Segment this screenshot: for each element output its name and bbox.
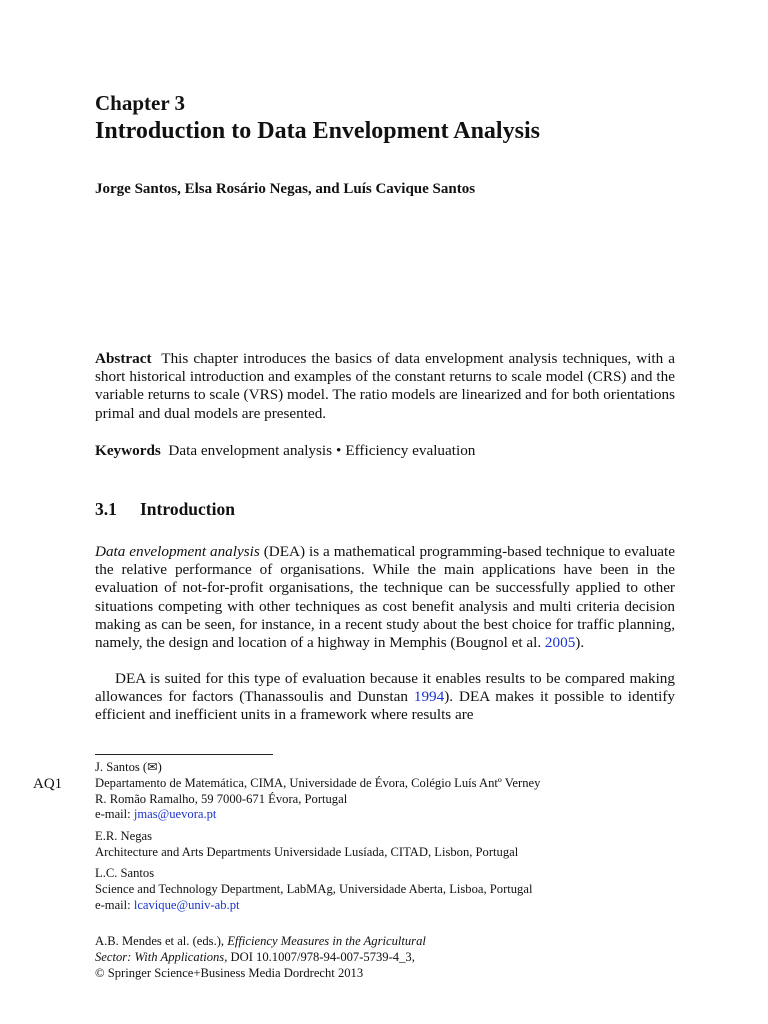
affiliation-line: E.R. Negas bbox=[95, 829, 153, 843]
section-title: Introduction bbox=[140, 499, 235, 519]
email-label: e-mail: bbox=[95, 807, 134, 822]
abstract-label: Abstract bbox=[95, 350, 152, 367]
section-heading bbox=[95, 498, 235, 520]
affiliation-email-line bbox=[95, 898, 532, 914]
keywords bbox=[95, 442, 475, 460]
affiliation-1 bbox=[95, 760, 540, 823]
author-query-marker: AQ1 bbox=[33, 776, 63, 792]
section-number: 3.1 bbox=[95, 499, 117, 519]
keywords-label: Keywords bbox=[95, 442, 161, 459]
book-line-1 bbox=[95, 934, 426, 950]
keyword-item: Efficiency evaluation bbox=[345, 442, 476, 459]
body-paragraph-1 bbox=[95, 543, 675, 652]
affiliation-line: J. Santos (✉) bbox=[95, 760, 162, 774]
affiliation-line: R. Romão Ramalho, 59 7000-671 Évora, Portugal bbox=[95, 791, 348, 806]
email-link[interactable]: lcavique@univ-ab.pt bbox=[133, 897, 240, 912]
affiliation-line: L.C. Santos bbox=[95, 866, 155, 880]
affiliation-2 bbox=[95, 829, 518, 861]
book-editors: A.B. Mendes et al. (eds.), bbox=[95, 934, 228, 948]
keyword-item: Data envelopment analysis bbox=[168, 442, 333, 459]
abstract-text: This chapter introduces the basics of data envelopment analysis techniques, with a short historical introduction and examples of the constant returns to scale model (CRS) and the variable returns to scale (VRS) model. The ratio models are linearized and for both orientations primal and dual models are presented. bbox=[95, 350, 675, 422]
email-link[interactable]: jmas@uevora.pt bbox=[133, 807, 217, 822]
affiliation-email-line bbox=[95, 807, 540, 823]
book-copyright: © Springer Science+Business Media Dordrecht 2013 bbox=[95, 965, 364, 980]
chapter-title: Introduction to Data Envelopment Analysis bbox=[95, 118, 540, 144]
author-list: Jorge Santos, Elsa Rosário Negas, and Luís Cavique Santos bbox=[95, 181, 476, 197]
affiliation-3 bbox=[95, 866, 532, 913]
book-line-2 bbox=[95, 950, 426, 966]
book-title: Efficiency Measures in the Agricultural bbox=[227, 934, 426, 948]
body-text: ). DEA makes it possible to identify efficient and inefficient units in a framework where results are bbox=[95, 688, 675, 724]
body-text: DEA is suited for this type of evaluation because it enables results to be compared making allowances for factors (Thanassoulis and Dunstan bbox=[95, 670, 675, 706]
chapter-label: Chapter 3 bbox=[95, 91, 186, 115]
dea-term: Data envelopment analysis bbox=[95, 543, 260, 560]
book-doi: , DOI 10.1007/978-94-007-5739-4_3, bbox=[224, 949, 415, 964]
affiliation-line: Architecture and Arts Departments Universidade Lusíada, CITAD, Lisbon, Portugal bbox=[95, 844, 519, 859]
citation-link[interactable]: 2005 bbox=[544, 634, 576, 652]
abstract bbox=[95, 350, 675, 423]
footnote-divider bbox=[95, 754, 273, 755]
citation-link[interactable]: 1994 bbox=[413, 688, 445, 706]
affiliation-line: Science and Technology Department, LabMAg, Universidade Aberta, Lisboa, Portugal bbox=[95, 881, 533, 896]
affiliation-line: Departamento de Matemática, CIMA, Universidade de Évora, Colégio Luís Antº Verney bbox=[95, 775, 541, 790]
keyword-separator: • bbox=[336, 442, 342, 459]
book-citation bbox=[95, 934, 426, 981]
email-label: e-mail: bbox=[95, 897, 134, 912]
body-text: ). bbox=[575, 634, 585, 652]
body-text: (DEA) is a mathematical programming-based technique to evaluate the relative performance of organisations. While the main applications have been in the evaluation of not-for-profit organisations, the technique can be successfully applied to other situations competing with other techniques as cost benefit analysis and multi criteria decision making as can be seen, for instance, in a recent study about the best choice for traffic planning, namely, the design and location of a highway in Memphis (Bougnol et al. bbox=[95, 543, 675, 652]
body-paragraph-2 bbox=[95, 670, 675, 725]
book-title: Sector: With Applications bbox=[95, 949, 225, 964]
